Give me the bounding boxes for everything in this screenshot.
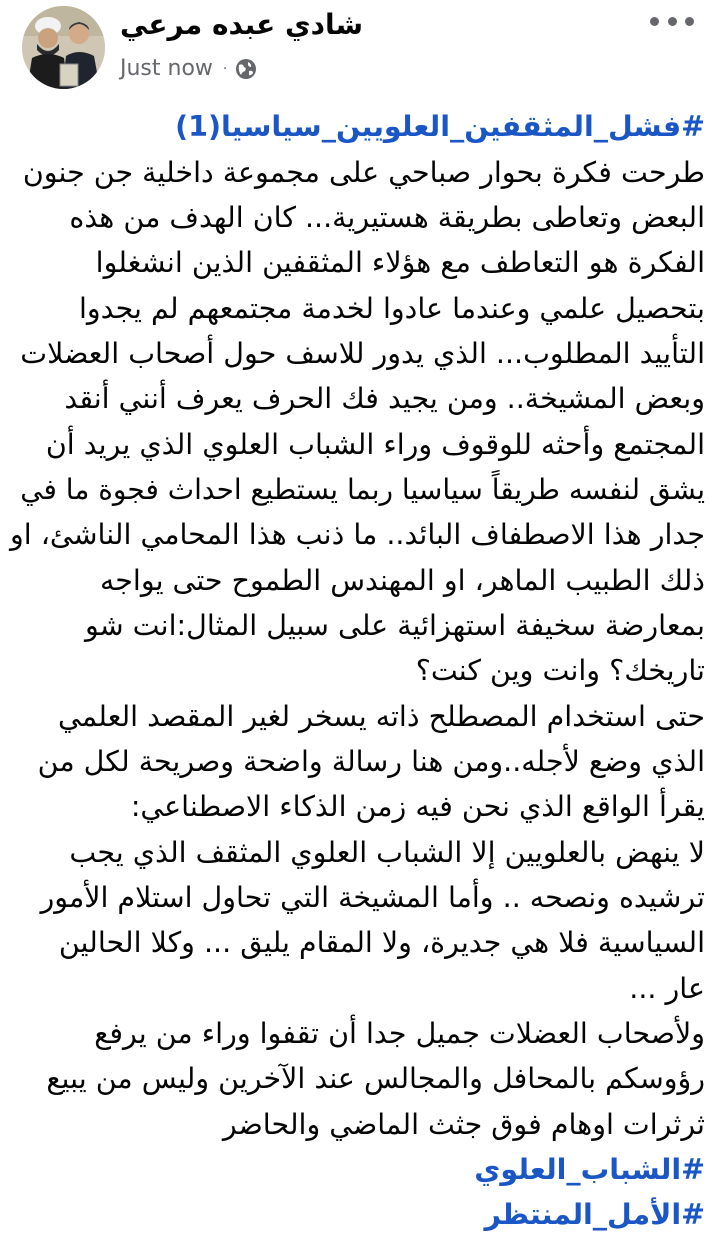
meta-separator: ·: [222, 60, 228, 77]
more-dot: [650, 17, 659, 26]
post-text-line: جدار هذا الاصطفاف البائد.. ما ذنب هذا المحامي الناشئ، او: [9, 518, 705, 551]
post-text-line: الفكرة هو التعاطف مع هؤلاء المثقفين الذين انشغلوا: [95, 246, 705, 279]
post-text-line: ولأصحاب العضلات جميل جدا أن تقفوا وراء من يرفع: [94, 1017, 705, 1050]
hashtag-link[interactable]: #الشباب_العلوي: [474, 1153, 705, 1186]
post-text-line: ترشيده ونصحه .. وأما المشيخة التي تحاول استلام الأمور: [40, 881, 705, 914]
author-name[interactable]: شادي عبده مرعي: [120, 8, 364, 41]
more-dot: [685, 17, 694, 26]
post-text-line: يقرأ الواقع الذي نحن فيه زمن الذكاء الاصطناعي:: [130, 790, 705, 823]
hashtag-title[interactable]: #فشل_المثقفين_العلويين_سياسيا(1): [175, 110, 705, 143]
post-text-line: الذي وضع لأجله..ومن هنا رسالة واضحة وصريحة لكل من: [37, 745, 705, 778]
post-text-line: ذلك الطبيب الماهر، او المهندس الطموح حتى يواجه: [100, 564, 705, 597]
avatar[interactable]: [22, 6, 105, 89]
post-text-line: بتحصيل علمي وعندما عادوا لخدمة مجتمعهم لم يجدوا: [78, 292, 705, 325]
post-meta: [120, 56, 257, 81]
post-text-line: عار ...: [629, 972, 705, 1005]
post-text-line: ثرثرات اوهام فوق جثث الماضي والحاضر: [222, 1108, 705, 1141]
post-text-line: حتى استخدام المصطلح ذاته يسخر لغير المقصد العلمي: [58, 700, 705, 733]
post-text-line: رؤوسكم بالمحافل والمجالس عند الآخرين وليس من يبيع: [46, 1062, 705, 1095]
post-header: [0, 0, 719, 104]
more-dot: [668, 17, 677, 26]
post-text-line: تاريخك؟ وانت وين كنت؟: [415, 654, 705, 687]
post-text-line: البعض وتعاطى بطريقة هستيرية... كان الهدف من هذه: [69, 201, 705, 234]
hashtag-link[interactable]: #الأمل_المنتظر: [484, 1198, 705, 1231]
post-text-line: المجتمع وأحثه للوقوف وراء الشباب العلوي الذي يريد أن: [45, 428, 705, 461]
post-body: [0, 104, 719, 1254]
post-text-line: وبعض المشيخة.. ومن يجيد فك الحرف يعرف أنني أنقد: [64, 382, 705, 415]
post-text-line: لا ينهض بالعلويين إلا الشباب العلوي المثقف الذي يجب: [69, 836, 705, 869]
post-text-line: بمعارضة سخيفة استهزائية على سبيل المثال:انت شو: [85, 609, 705, 642]
post-text-line: يشق لنفسه طريقاً سياسيا ربما يستطيع احداث فجوة ما في: [20, 473, 705, 506]
more-options-icon[interactable]: [650, 6, 694, 36]
avatar-image: [22, 6, 105, 89]
post-text-line: السياسية فلا هي جديرة، ولا المقام يليق ... وكلا الحالين: [58, 926, 705, 959]
post-time[interactable]: Just now: [120, 56, 213, 81]
globe-icon[interactable]: [235, 58, 257, 80]
post-text-line: التأييد المطلوب... الذي يدور للاسف حول أصحاب العضلات: [20, 337, 705, 370]
post-text-line: طرحت فكرة بحوار صباحي على مجموعة داخلية جن جنون: [22, 156, 705, 189]
